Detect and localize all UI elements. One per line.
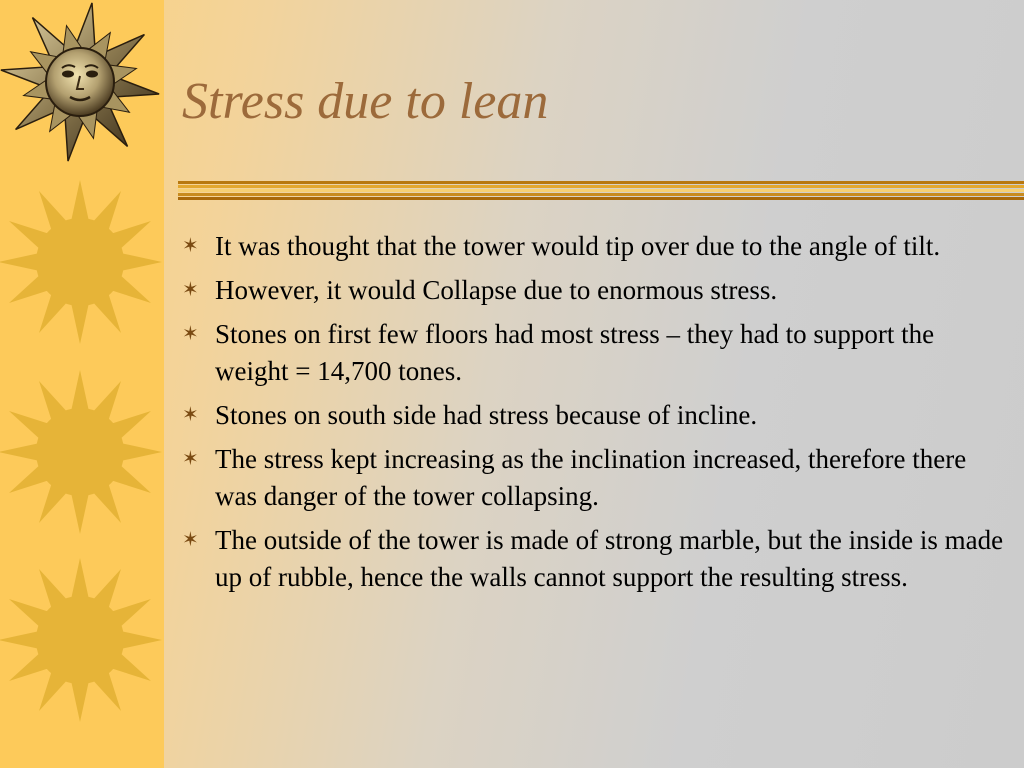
six-point-star-icon: ✶ <box>182 404 199 426</box>
sun-icon <box>0 370 162 534</box>
bullet-item <box>182 316 1012 390</box>
bullet-text: Stones on south side had stress because of incline. <box>215 400 758 430</box>
sun-decorations <box>0 0 164 768</box>
title-divider <box>178 181 1024 203</box>
six-point-star-icon: ✶ <box>182 529 199 551</box>
bullet-item <box>182 522 1012 596</box>
face-sun-icon <box>1 3 159 161</box>
bullet-text: The stress kept increasing as the inclination increased, therefore there was danger of the tower collapsing. <box>215 444 967 511</box>
six-point-star-icon: ✶ <box>182 448 199 470</box>
bullet-text: The outside of the tower is made of strong marble, but the inside is made up of rubble, hence the walls cannot support the resulting stress. <box>215 525 1004 592</box>
bullet-item <box>182 441 1012 515</box>
bullet-item <box>182 228 1012 265</box>
sun-icon <box>0 180 162 344</box>
bullet-text: However, it would Collapse due to enormous stress. <box>215 275 778 305</box>
six-point-star-icon: ✶ <box>182 235 199 257</box>
six-point-star-icon: ✶ <box>182 279 199 301</box>
sun-sidebar <box>0 0 164 768</box>
six-point-star-icon: ✶ <box>182 323 199 345</box>
bullet-text: Stones on first few floors had most stress – they had to support the weight = 14,700 tones. <box>215 319 935 386</box>
bullet-item <box>182 397 1012 434</box>
slide-title: Stress due to lean <box>182 73 549 130</box>
bullet-text: It was thought that the tower would tip over due to the angle of tilt. <box>215 231 941 261</box>
bullet-list <box>182 228 1012 603</box>
sun-icon <box>0 558 162 722</box>
bullet-item <box>182 272 1012 309</box>
